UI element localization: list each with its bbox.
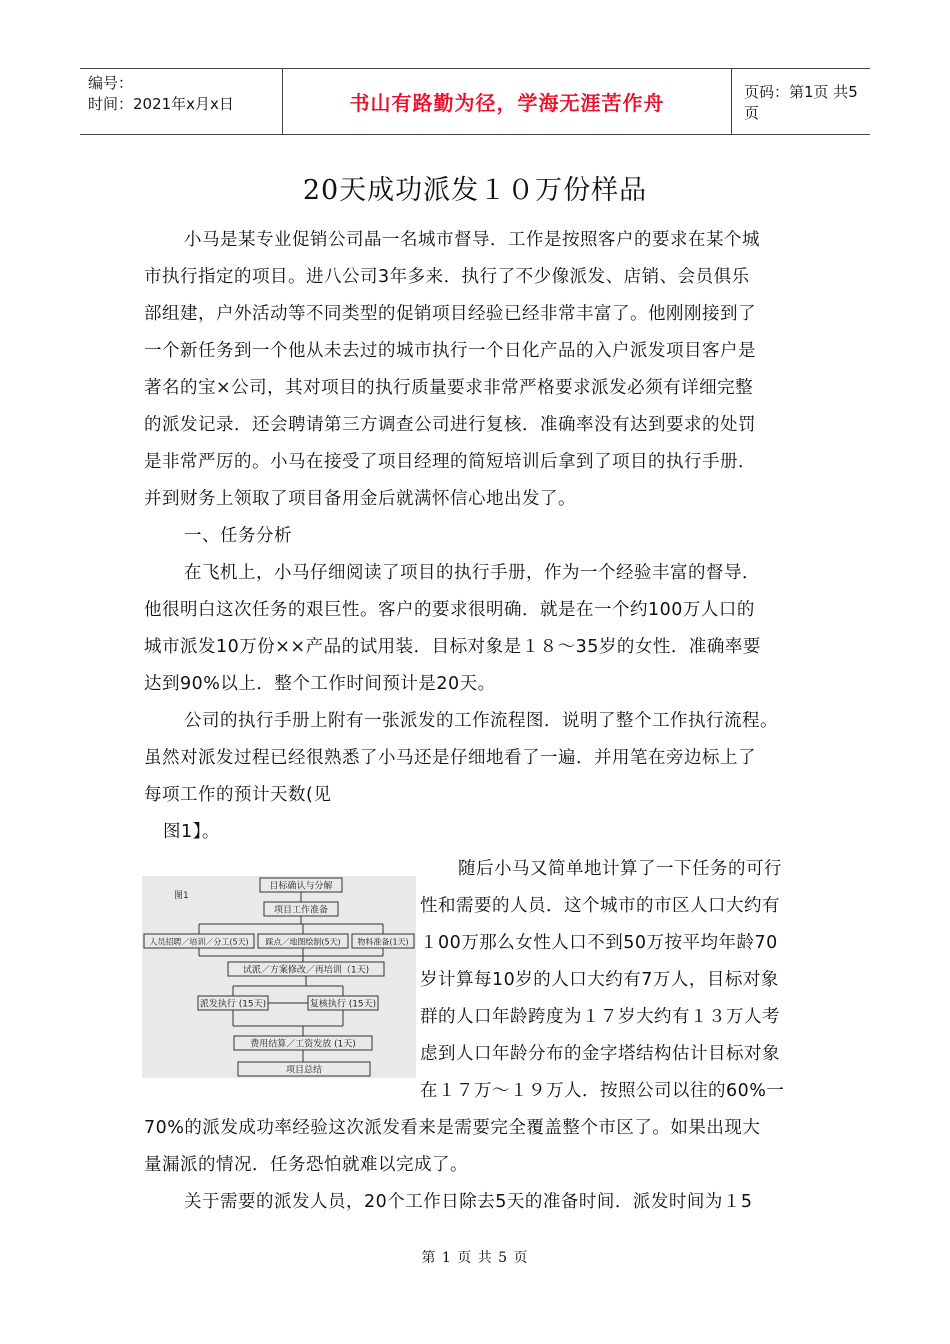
text-line: 在１７万～１９万人．按照公司以往的60%一 [420,1081,785,1101]
text-line: 岁计算每10岁的人口大约有7万人，目标对象 [420,970,779,990]
text-line: 性和需要的人员．这个城市的市区人口大约有 [420,896,780,916]
text-line: 一个新任务到一个他从未去过的城市执行一个日化产品的入户派发项目客户是 [144,341,756,361]
text-line: １00万那么女性人口不到50万按平均年龄70 [420,933,778,953]
prep-text: 项目工作准备 [273,905,329,916]
text-line: 关于需要的派发人员，20个工作日除去5天的准备时间．派发时间为１5 [184,1192,753,1212]
distribute-text: 派发执行 (15天) [199,999,267,1010]
text-line: 是非常严厉的。小马在接受了项目经理的简短培训后拿到了项目的执行手册． [144,452,756,472]
settle-text: 费用结算／工资发放 (1天) [250,1039,356,1050]
review-text: 复核执行 (15天) [309,999,377,1010]
goal-text: 目标确认与分解 [269,881,333,892]
text-line: 图1】。 [163,822,220,842]
text-line: 虑到人口年龄分布的金字塔结构估计目标对象 [420,1044,780,1064]
text-line: 的派发记录．还会聘请第三方调查公司进行复核．准确率没有达到要求的处罚 [144,415,756,435]
recruit-text: 人员招聘／培训／分工(5天) [149,937,249,947]
date-label: 时间：2021年x月x日 [88,95,234,113]
text-line: 每项工作的预计天数(见 [144,785,332,805]
header-motto-cell [282,69,732,134]
text-line: 量漏派的情况．任务恐怕就难以完成了。 [144,1155,468,1175]
text-line: 群的人口年龄跨度为１７岁大约有１３万人考 [420,1007,780,1027]
survey-text: 踩点／地图绘制(5天) [265,937,341,947]
text-line: 并到财务上领取了项目备用金后就满怀信心地出发了。 [144,489,576,509]
text-line: 市执行指定的项目。进八公司3年多来．执行了不少像派发、店销、会员俱乐 [144,267,750,287]
header-table [80,68,870,135]
summary-text: 项目总结 [285,1065,323,1076]
figure-label: 图1 [174,891,189,901]
text-line: 部组建，户外活动等不同类型的促销项目经验已经非常丰富了。他刚刚接到了 [144,304,756,324]
number-label: 编号： [88,74,134,92]
text-line: 达到90%以上．整个工作时间预计是20天。 [144,674,496,694]
text-line: 在飞机上，小马仔细阅读了项目的执行手册，作为一个经验丰富的督导． [184,563,760,583]
workflow-diagram [142,876,416,1078]
text-line: 70%的派发成功率经验这次派发看来是需要完全覆盖整个市区了。如果出现大 [144,1118,761,1138]
text-line: 他很明白这次任务的艰巨性。客户的要求很明确．就是在一个约100万人口的 [144,600,755,620]
text-line: 随后小马又简单地计算了一下任务的可行 [458,859,782,879]
header-meta [80,69,282,134]
page-label: 页码：第1页 共5页 [744,82,858,122]
text-line: 著名的宝×公司，其对项目的执行质量要求非常严格要求派发必须有详细完整 [144,378,754,398]
text-line: 虽然对派发过程已经很熟悉了小马还是仔细地看了一遍．并用笔在旁边标上了 [144,748,756,768]
workflow-figure [142,876,416,1078]
material-text: 物料准备(1天) [357,937,409,947]
trial-text: 试派／方案修改／再培训（1天) [242,965,370,976]
text-line: 城市派发10万份××产品的试用装．目标对象是１８～35岁的女性．准确率要 [144,637,761,657]
text-line: 公司的执行手册上附有一张派发的工作流程图．说明了整个工作执行流程。 [184,711,778,731]
page-footer: 第 1 页 共 5 页 [421,1250,529,1266]
text-line: 小马是某专业促销公司晶一名城市督导．工作是按照客户的要求在某个城 [184,230,760,250]
section-heading: 一、任务分析 [184,526,292,546]
document-title: 20天成功派发１０万份样品 [302,175,648,206]
motto-text: 书山有路勤为径，学海无涯苦作舟 [349,91,665,115]
